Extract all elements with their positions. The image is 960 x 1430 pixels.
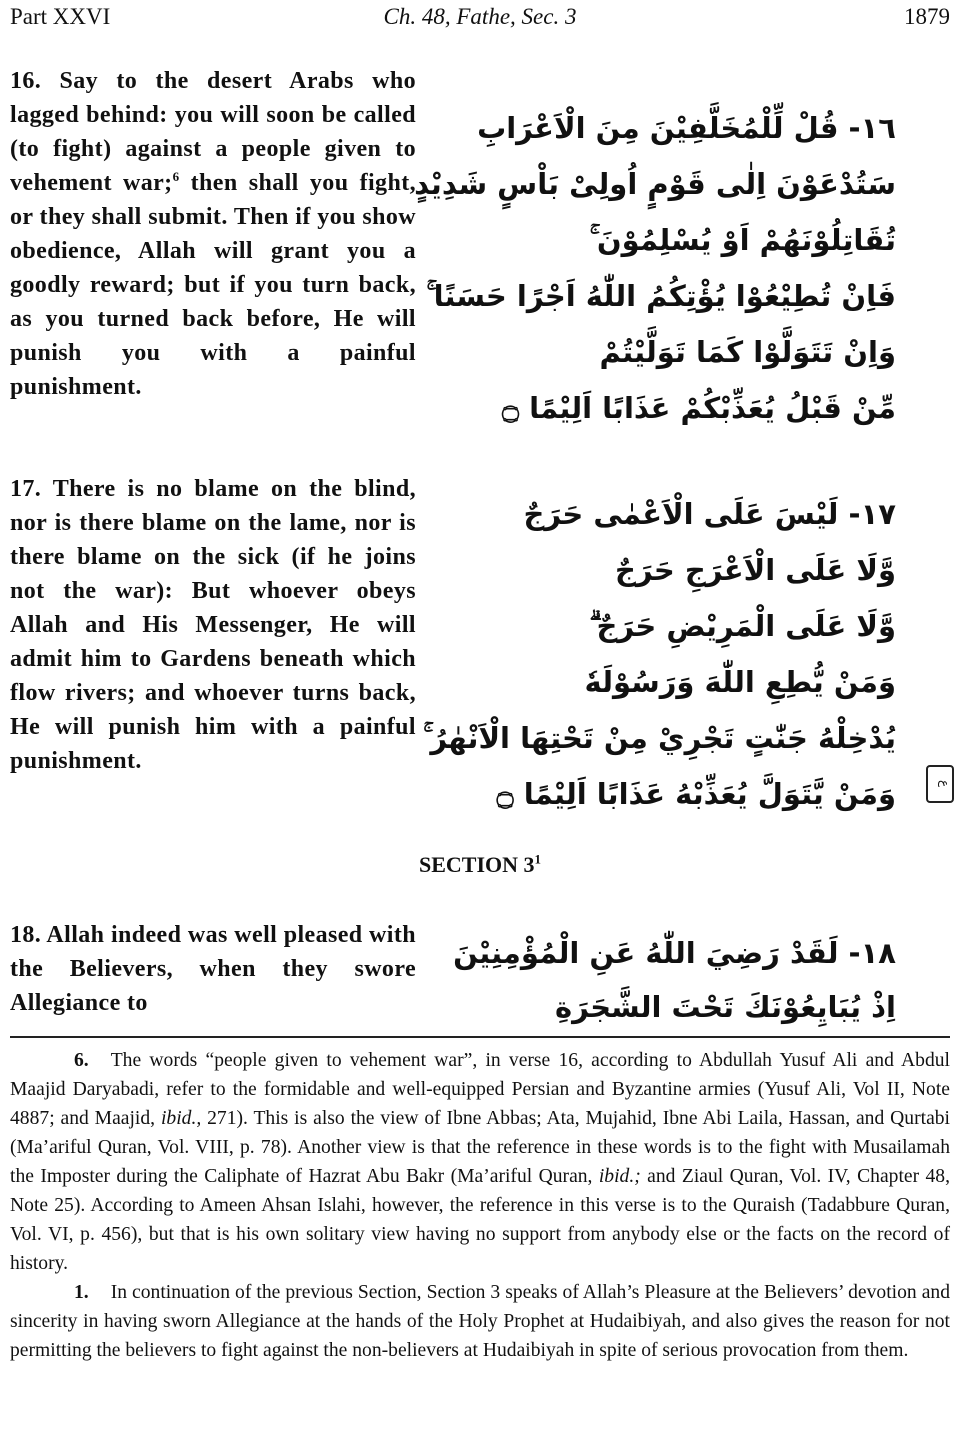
verse-18-arabic xyxy=(453,926,896,1034)
page-number: 1879 xyxy=(904,4,950,29)
footnote-text: The words “people given to vehement war”, in verse 16, according to Abdullah Yusuf Ali and Abdul Maajid Daryabadi, refer to the formidable and well-equipped Persian and Byzantine armies (Yusuf Ali, Vol II, Note 4887; and Maajid, xyxy=(10,1050,950,1129)
verse-16-text: 16. Say to the desert Arabs who lagged behind: you will soon be called (to fight) against a people given to vehement war; xyxy=(10,68,416,196)
footnote-text: In continuation of the previous Section, Section 3 speaks of Allah’s Pleasure at the Believers’ devotion and sincerity in having sworn Allegiance at the hands of the Holy Prophet at Hudaibiyah, and also gives the reason for not permitting the believers to fight against the non-believers at Hudaibiyah in spite of serious provocation from them. xyxy=(10,1282,950,1361)
page-header xyxy=(10,0,950,40)
footnote-1 xyxy=(10,1278,950,1365)
arabic-line: ١٦- قُلْ لِّلْمُخَلَّفِيْنَ مِنَ الْاَعْرَابِ xyxy=(477,111,896,145)
arabic-line: وَمَنْ يَّتَوَلَّ يُعَذِّبْهُ عَذَابًا اَلِيْمًا ۝ xyxy=(496,777,896,811)
arabic-line: وَّلَا عَلَى الْمَرِيْضِ حَرَجٌ ۗ xyxy=(589,609,896,643)
arabic-line: وَمَنْ يُّطِعِ اللّٰهَ وَرَسُوْلَهٗ xyxy=(584,665,896,699)
footnote-text: and Ziaul Quran, Vol. IV, Chapter 48, Note 25). According to Ameen Ahsan Islahi, however, the reference in this verse is to the Quraish (Tadabbure Quran, Vol. VI, p. 456), but that is his own solitary view having no support from anybody else or the facts on the record of history. xyxy=(10,1166,951,1274)
arabic-line: مِّنْ قَبْلُ يُعَذِّبْكُمْ عَذَابًا اَلِيْمًا ۝ xyxy=(501,391,896,425)
footnote-ibid: ibid.; xyxy=(598,1166,641,1187)
verse-18-english: 18. Allah indeed was well pleased with the Believers, when they swore Allegiance to xyxy=(10,922,416,1016)
footnote-number: 1. xyxy=(74,1282,89,1303)
verse-16-text-cont: then shall you fight, or they shall submit. Then if you show obedience, Allah will grant you a goodly reward; but if you turn back, as you turned back before, He will punish you with a painful punishment. xyxy=(10,170,416,400)
ruku-mark: ع xyxy=(926,765,954,803)
arabic-line: تُقَاتِلُوْنَهُمْ اَوْ يُسْلِمُوْنَ ۚ xyxy=(589,223,896,257)
verse-17-arabic xyxy=(423,486,896,822)
arabic-line: اِذْ يُبَايِعُوْنَكَ تَحْتَ الشَّجَرَةِ xyxy=(555,990,896,1024)
chapter-title: Ch. 48, Fathe, Sec. 3 xyxy=(383,4,577,29)
footnote-ref-1: 1 xyxy=(534,851,542,867)
footnote-6 xyxy=(10,1046,950,1278)
arabic-line: وَاِنْ تَتَوَلَّوْا كَمَا تَوَلَّيْتُمْ xyxy=(599,335,896,369)
verse-16-english xyxy=(10,64,416,404)
section-title: SECTION 3 xyxy=(418,852,535,877)
footnotes xyxy=(10,1046,950,1365)
arabic-line: ١٨- لَقَدْ رَضِيَ اللّٰهُ عَنِ الْمُؤْمِنِيْنَ xyxy=(453,936,896,970)
part-label: Part XXVI xyxy=(10,4,111,29)
verse-17-english: 17. There is no blame on the blind, nor is there blame on the lame, nor is there blame on the sick (if he joins not the war): But whoever obeys Allah and His Messenger, He will admit him to Gardens beneath which flow rivers; and whoever turns back, He will punish him with a painful punishment. xyxy=(10,476,416,774)
footnote-number: 6. xyxy=(74,1050,89,1071)
arabic-line: وَّلَا عَلَى الْاَعْرَجِ حَرَجٌ xyxy=(614,553,896,587)
arabic-line: فَاِنْ تُطِيْعُوْا يُؤْتِكُمُ اللّٰهُ اَجْرًا حَسَنًا ۚ xyxy=(426,279,896,313)
footnote-text: 271). This is also the view of Ibne Abbas; Ata, Mujahid, Ibne Abi Laila, Hassan, and Qurtabi (Ma’ariful Quran, Vol. VIII, p. 78). Another view is that the reference in these words is to the fight with Musailamah the Imposter during the Caliphate of Hazrat Abu Bakr (Ma’ariful Quran, xyxy=(10,1108,950,1187)
verse-16-arabic xyxy=(414,100,896,436)
arabic-line: يُدْخِلْهُ جَنّٰتٍ تَجْرِيْ مِنْ تَحْتِهَا الْاَنْهٰرُ ۚ xyxy=(423,721,896,755)
arabic-line: ١٧- لَيْسَ عَلَى الْاَعْمٰى حَرَجٌ xyxy=(523,497,896,531)
section-heading xyxy=(0,852,960,878)
footnote-ibid: ibid., xyxy=(160,1108,202,1129)
footnote-divider xyxy=(10,1036,950,1038)
arabic-line: سَتُدْعَوْنَ اِلٰى قَوْمٍ اُولِىْ بَاْسٍ شَدِيْدٍ xyxy=(414,167,896,201)
footnote-ref-6: 6 xyxy=(172,169,180,184)
